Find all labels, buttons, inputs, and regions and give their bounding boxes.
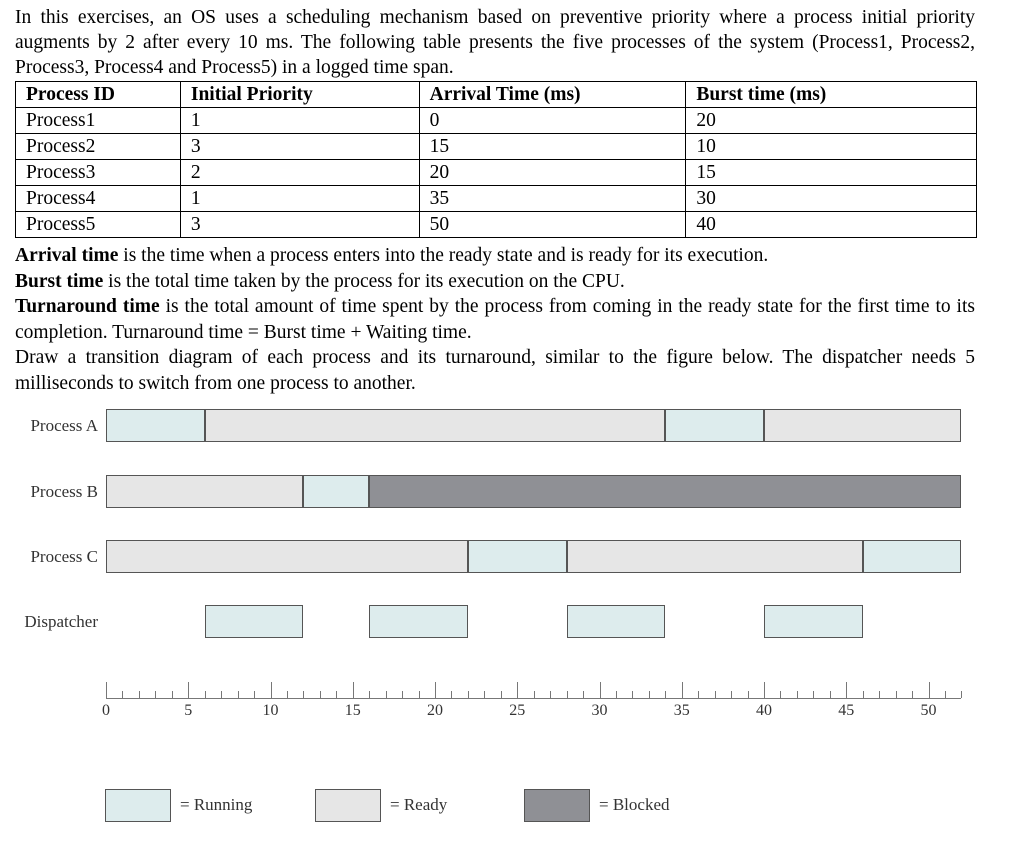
cell-burst-time: 10 <box>686 134 977 160</box>
minor-tick <box>945 691 946 698</box>
minor-tick <box>172 691 173 698</box>
segment-running <box>863 540 962 573</box>
burst-time-definition <box>15 269 975 295</box>
minor-tick <box>863 691 864 698</box>
segment-running <box>468 540 567 573</box>
cell-arrival-time: 15 <box>419 134 686 160</box>
cell-process-id: Process3 <box>16 160 181 186</box>
cell-arrival-time: 20 <box>419 160 686 186</box>
cell-process-id: Process5 <box>16 212 181 238</box>
minor-tick <box>665 691 666 698</box>
tick-label: 45 <box>838 702 855 719</box>
table-header-row <box>16 82 977 108</box>
tick-label: 10 <box>262 702 279 719</box>
row-label: Process A <box>30 416 98 435</box>
segment-running <box>106 409 205 442</box>
segment-running <box>567 605 666 638</box>
minor-tick <box>303 691 304 698</box>
arrival-time-text: is the time when a process enters into the ready state and is ready for its execution. <box>118 245 769 266</box>
tick-label: 50 <box>920 702 937 719</box>
minor-tick <box>567 691 568 698</box>
tick-label: 15 <box>344 702 361 719</box>
minor-tick <box>616 691 617 698</box>
minor-tick <box>402 691 403 698</box>
minor-tick <box>780 691 781 698</box>
major-tick <box>106 682 107 698</box>
minor-tick <box>254 691 255 698</box>
cell-initial-priority: 3 <box>180 134 419 160</box>
legend-swatch-blocked <box>524 789 590 822</box>
cell-initial-priority: 2 <box>180 160 419 186</box>
legend-swatch-ready <box>315 789 381 822</box>
transition-diagram <box>0 400 1024 846</box>
arrival-time-term: Arrival time <box>15 245 119 266</box>
major-tick <box>353 682 354 698</box>
header-burst-time: Burst time (ms) <box>686 82 977 108</box>
major-tick <box>271 682 272 698</box>
turnaround-time-definition <box>15 294 975 345</box>
segment-ready <box>764 409 961 442</box>
table-row <box>16 160 977 186</box>
minor-tick <box>550 691 551 698</box>
segment-ready <box>567 540 863 573</box>
instruction-text: Draw a transition diagram of each process and its turnaround, similar to the figure below. The dispatcher needs 5 milliseconds to switch from one process to another. <box>15 347 975 394</box>
minor-tick <box>534 691 535 698</box>
minor-tick <box>205 691 206 698</box>
header-initial-priority: Initial Priority <box>180 82 419 108</box>
tick-label: 25 <box>509 702 526 719</box>
major-tick <box>929 682 930 698</box>
minor-tick <box>715 691 716 698</box>
cell-initial-priority: 3 <box>180 212 419 238</box>
minor-tick <box>731 691 732 698</box>
tick-label: 5 <box>184 702 193 719</box>
major-tick <box>682 682 683 698</box>
segment-running <box>303 475 369 508</box>
burst-time-term: Burst time <box>15 270 104 292</box>
row-label: Dispatcher <box>24 612 98 631</box>
segment-running <box>665 409 764 442</box>
table-row <box>16 186 977 212</box>
tick-label: 20 <box>427 702 443 719</box>
minor-tick <box>122 691 123 698</box>
minor-tick <box>912 691 913 698</box>
minor-tick <box>961 691 962 698</box>
cell-process-id: Process4 <box>16 186 181 212</box>
table-row <box>16 108 977 134</box>
minor-tick <box>155 691 156 698</box>
minor-tick <box>320 691 321 698</box>
minor-tick <box>632 691 633 698</box>
header-process-id: Process ID <box>16 82 181 108</box>
minor-tick <box>896 691 897 698</box>
turnaround-time-term: Turnaround time <box>15 296 160 317</box>
tick-label: 35 <box>673 702 690 719</box>
minor-tick <box>797 691 798 698</box>
minor-tick <box>501 691 502 698</box>
segment-running <box>205 605 304 638</box>
minor-tick <box>369 691 370 698</box>
minor-tick <box>139 691 140 698</box>
cell-process-id: Process1 <box>16 108 181 134</box>
cell-process-id: Process2 <box>16 134 181 160</box>
minor-tick <box>484 691 485 698</box>
minor-tick <box>748 691 749 698</box>
segment-blocked <box>369 475 961 508</box>
minor-tick <box>221 691 222 698</box>
minor-tick <box>813 691 814 698</box>
major-tick <box>764 682 765 698</box>
minor-tick <box>238 691 239 698</box>
segment-ready <box>205 409 666 442</box>
minor-tick <box>287 691 288 698</box>
legend-label-blocked: = Blocked <box>599 795 670 814</box>
major-tick <box>846 682 847 698</box>
minor-tick <box>649 691 650 698</box>
cell-burst-time: 15 <box>686 160 977 186</box>
major-tick <box>517 682 518 698</box>
major-tick <box>435 682 436 698</box>
cell-burst-time: 20 <box>686 108 977 134</box>
segment-ready <box>106 475 303 508</box>
minor-tick <box>419 691 420 698</box>
major-tick <box>600 682 601 698</box>
minor-tick <box>698 691 699 698</box>
header-arrival-time: Arrival Time (ms) <box>419 82 686 108</box>
burst-time-text: is the total time taken by the process for its execution on the CPU. <box>103 270 625 292</box>
row-label: Process B <box>30 482 98 501</box>
cell-initial-priority: 1 <box>180 186 419 212</box>
major-tick <box>188 682 189 698</box>
time-axis <box>106 698 961 699</box>
cell-arrival-time: 50 <box>419 212 686 238</box>
tick-label: 30 <box>591 702 608 719</box>
intro-paragraph: In this exercises, an OS uses a scheduling mechanism based on preventive priority where a process initial priority augments by 2 after every 10 ms. The following table presents the five processes of the system (Process1, Process2, Process3, Process4 and Process5) in a logged time span. <box>15 7 975 78</box>
turnaround-time-text: is the total amount of time spent by the process from coming in the ready state for the first time to its completion. Turnaround time = Burst time + Waiting time. <box>15 296 975 343</box>
cell-initial-priority: 1 <box>180 108 419 134</box>
cell-arrival-time: 35 <box>419 186 686 212</box>
tick-label: 40 <box>756 702 772 719</box>
legend-label-running: = Running <box>180 795 253 814</box>
tick-label: 0 <box>102 702 110 719</box>
row-label: Process C <box>30 547 98 566</box>
minor-tick <box>336 691 337 698</box>
table-row <box>16 212 977 238</box>
minor-tick <box>830 691 831 698</box>
minor-tick <box>879 691 880 698</box>
cell-arrival-time: 0 <box>419 108 686 134</box>
table-row <box>16 134 977 160</box>
segment-running <box>369 605 468 638</box>
segment-running <box>764 605 863 638</box>
minor-tick <box>468 691 469 698</box>
legend-label-ready: = Ready <box>390 795 448 814</box>
minor-tick <box>386 691 387 698</box>
minor-tick <box>583 691 584 698</box>
minor-tick <box>451 691 452 698</box>
cell-burst-time: 30 <box>686 186 977 212</box>
cell-burst-time: 40 <box>686 212 977 238</box>
legend-swatch-running <box>105 789 171 822</box>
process-table <box>15 81 977 238</box>
segment-ready <box>106 540 468 573</box>
definitions <box>15 243 975 396</box>
arrival-time-definition <box>15 243 975 269</box>
